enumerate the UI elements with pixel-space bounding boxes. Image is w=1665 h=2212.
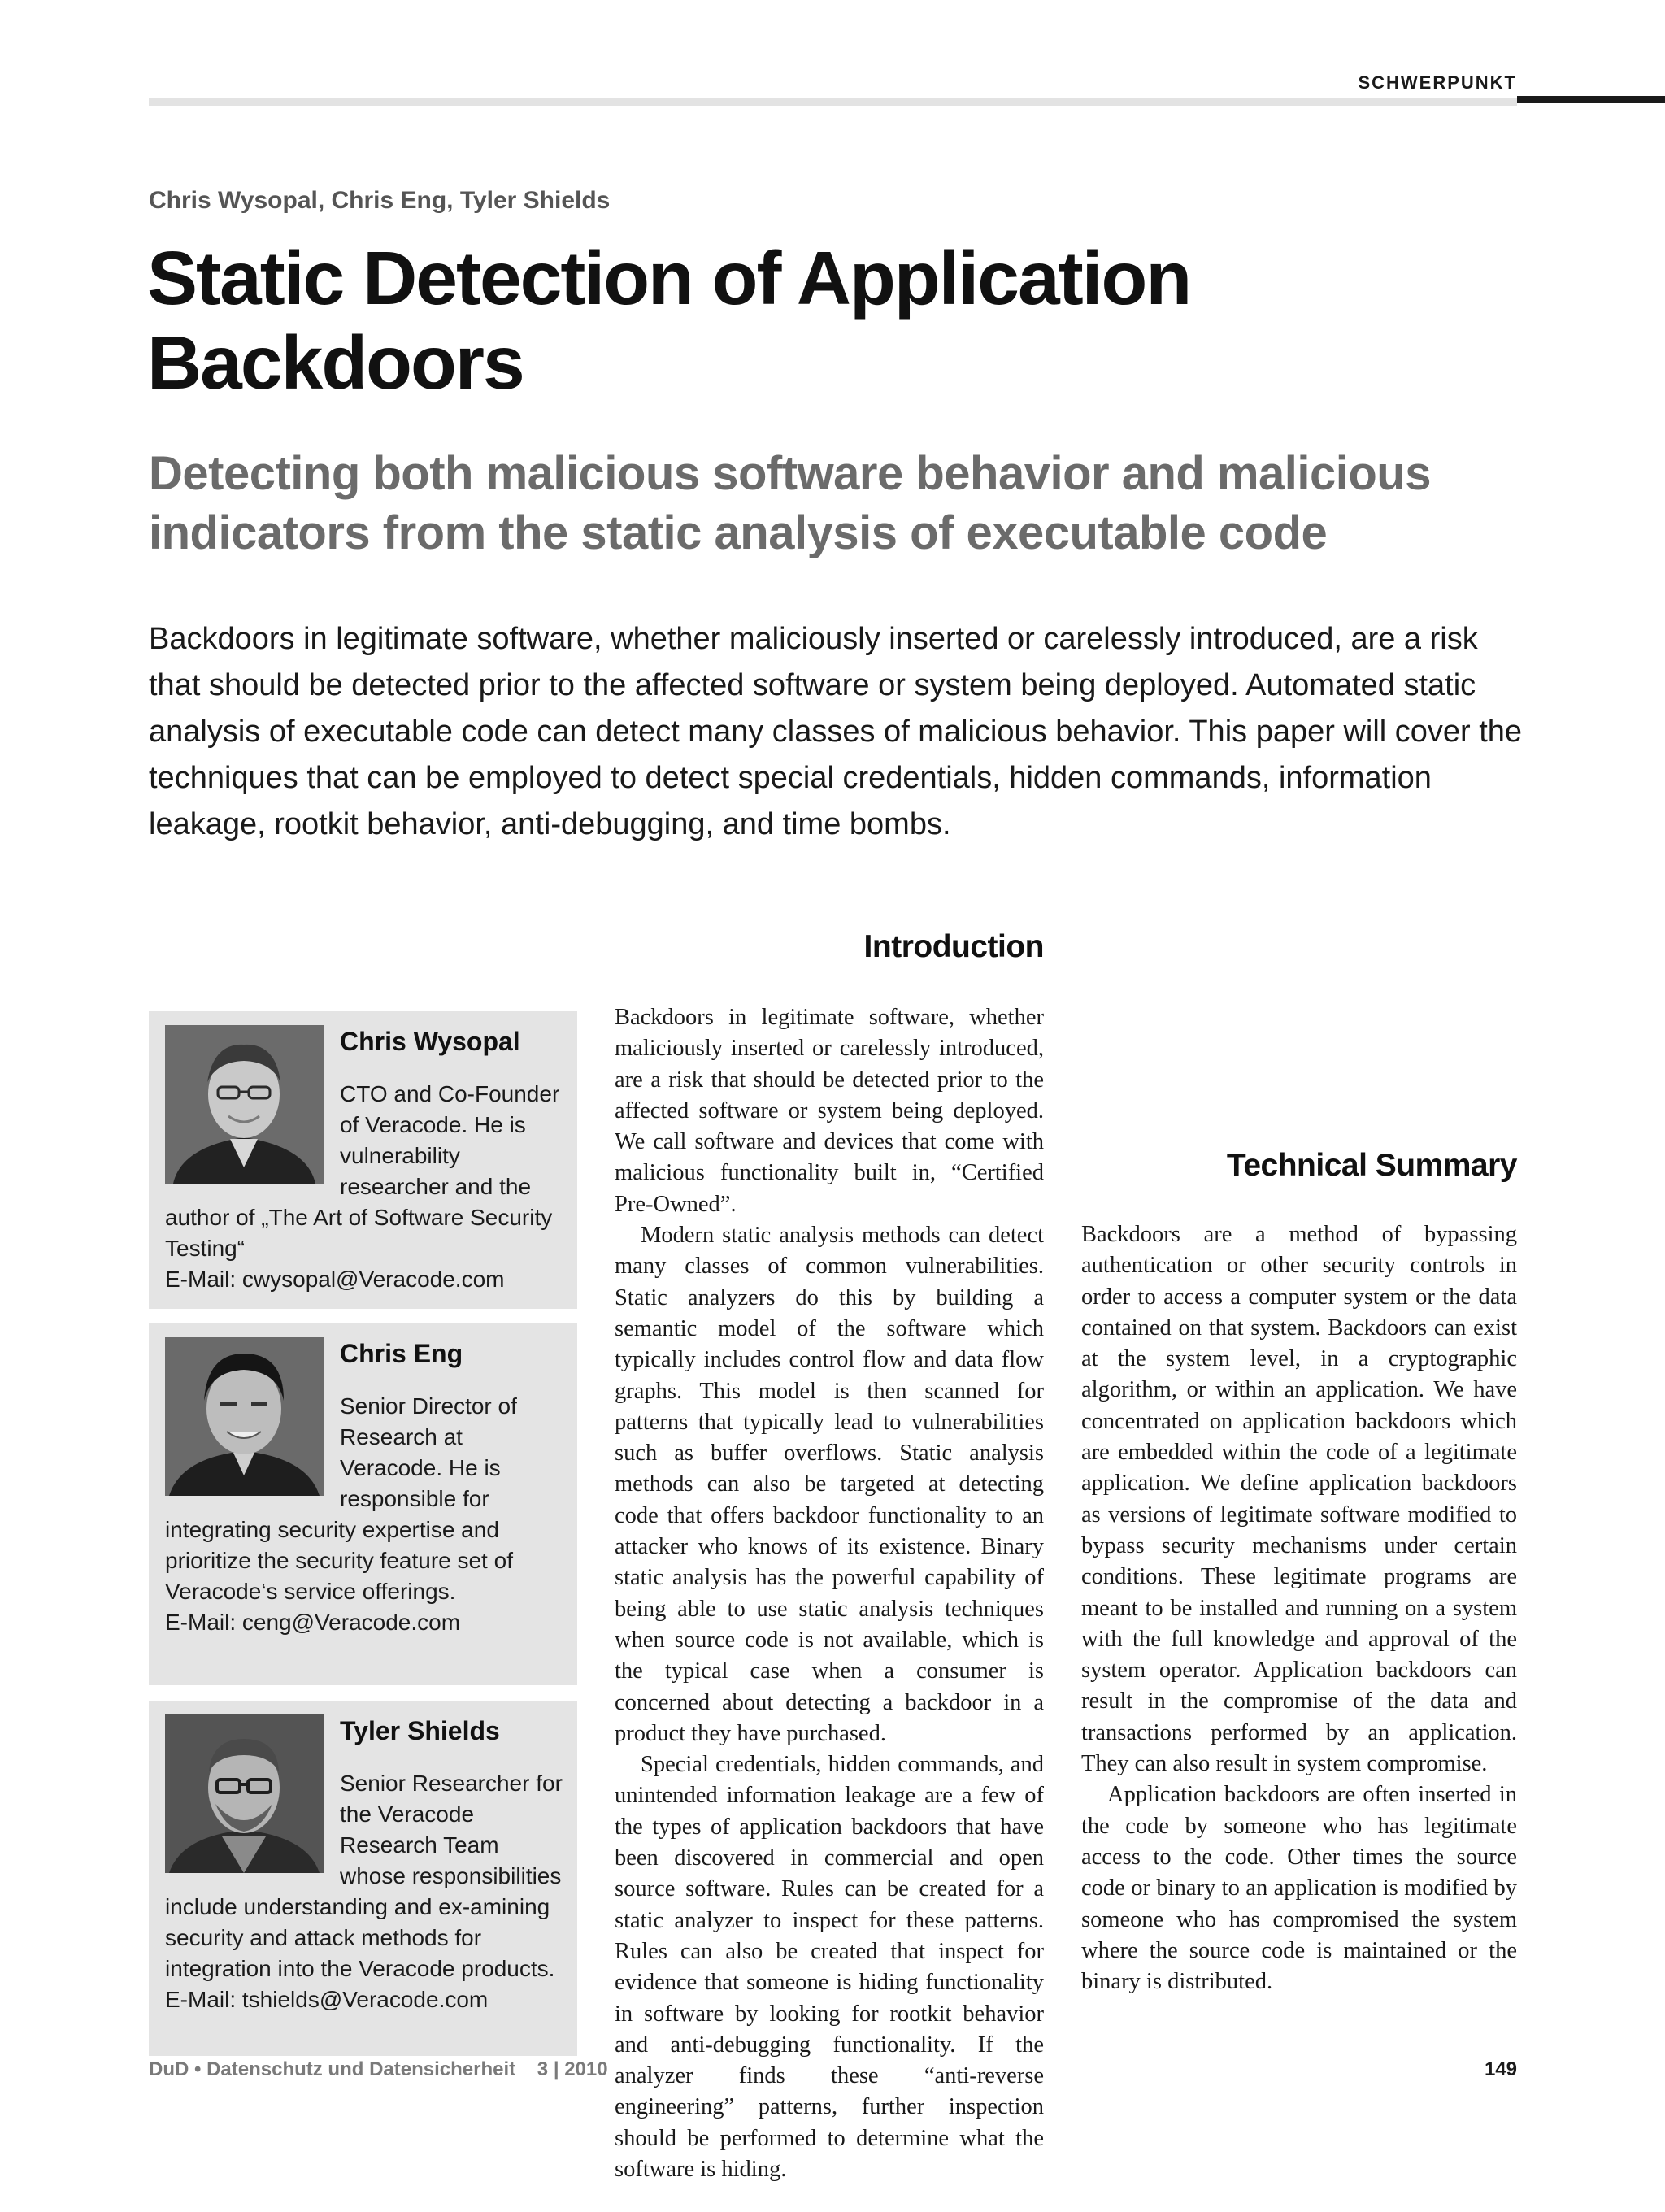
article-title-line-1: Static Detection of Application bbox=[147, 236, 1191, 320]
article-abstract: Backdoors in legitimate software, whether maliciously inserted or carelessly introduced, are a risk that should be detected prior to the affected software or system being deployed. Automated static analysis of executable code can detect many classes of malicious behavior. This paper will cover the techniques that can be employed to detect special credentials, hidden commands, information leakage, rootkit behavior, anti-debugging, and time bombs. bbox=[149, 622, 1523, 841]
author-email: E-Mail: ceng@Veracode.com bbox=[165, 1610, 461, 1635]
article-subtitle-line-2: indicators from the static analysis of executable code bbox=[149, 506, 1328, 559]
section-heading-technical-summary: Technical Summary bbox=[1226, 1148, 1517, 1183]
paragraph: Modern static analysis methods can detect many classes of common vulnerabilities. Static analyzers do this by building a semantic model of the software which typically includes control flow and data flow graphs. This model is then scanned for patterns that typically lead to vulnerabilities such as buffer overflows. Static analysis methods can also be targeted at detecting code that offers backdoor functionality to an attacker who knows of its existence. Binary static analysis has the powerful capability of being able to use static analysis techniques when source code is not available, which is the typical case when a consumer is concerned about detecting a backdoor in a product they have purchased. bbox=[615, 1223, 1044, 1746]
author-photo bbox=[165, 1337, 324, 1496]
article-title bbox=[147, 236, 1529, 405]
footer-journal bbox=[149, 2058, 608, 2081]
author-name: Chris Eng bbox=[340, 1339, 463, 1368]
author-photo bbox=[165, 1025, 324, 1184]
author-name: Chris Wysopal bbox=[340, 1027, 520, 1056]
page-number: 149 bbox=[1484, 2058, 1517, 2080]
article-subtitle bbox=[149, 444, 1547, 563]
article-title-line-2: Backdoors bbox=[147, 320, 524, 405]
author-photo bbox=[165, 1714, 324, 1873]
author-description: Senior Researcher for the Veracode Research Team whose responsibilities include understanding and ex-amining security and attack methods for integration into the Veracode products. bbox=[165, 1771, 563, 1981]
author-bio-box bbox=[149, 1011, 577, 1309]
body-column-right bbox=[1081, 1219, 1517, 2035]
header-rule bbox=[149, 98, 1517, 106]
author-email: E-Mail: tshields@Veracode.com bbox=[165, 1987, 489, 2012]
author-description: Senior Director of Research at Veracode. He is responsible for integrating security expertise and prioritize the security feature set of Veracode‘s service offerings. bbox=[165, 1393, 517, 1604]
header-rule-accent bbox=[1517, 96, 1665, 103]
author-description: CTO and Co-Founder of Veracode. He is vulnerability researcher and the author of „The Art of Software Security Testing“ bbox=[165, 1081, 560, 1261]
paragraph: Backdoors are a method of bypassing authentication or other security controls in order to access a computer system or the data contained on that system. Backdoors can exist at the system level, in a cryptographic algorithm, or within an application. We have concentrated on application backdoors which are embedded within the code of a legitimate application. We define application backdoors as versions of legitimate software modified to bypass security mechanisms under certain conditions. These legitimate programs are meant to be installed and running on a system with the full knowledge and approval of the system operator. Application backdoors can result in the compromise of the data and transactions performed by an application. They can also result in system compromise. bbox=[1081, 1222, 1517, 1777]
paragraph: Application backdoors are often inserted in the code by someone who has legitimate access to the code. Other times the source code or binary to an application is modified by someone who has compromised the system where the source code is maintained or the binary is distributed. bbox=[1081, 1782, 1517, 1995]
footer-issue: 3 | 2010 bbox=[537, 2058, 608, 2080]
body-column-middle bbox=[615, 1002, 1044, 2182]
section-heading-introduction: Introduction bbox=[863, 929, 1044, 964]
author-email: E-Mail: cwysopal@Veracode.com bbox=[165, 1267, 505, 1292]
section-label: SCHWERPUNKT bbox=[1358, 72, 1517, 93]
article-authors: Chris Wysopal, Chris Eng, Tyler Shields bbox=[149, 187, 611, 214]
paragraph: Special credentials, hidden commands, and unintended information leakage are a few of the types of application backdoors that have been discovered in commercial and open source software. Rules can be created for a static analyzer to inspect for these patterns. Rules can also be created that inspect for evidence that someone is hiding functionality in software by looking for rootkit behavior and anti-debugging functionality. If the analyzer finds these “anti-reverse engineering” patterns, further inspection should be performed to determine what the software is hiding. bbox=[615, 1752, 1044, 2182]
paragraph: Backdoors in legitimate software, whether maliciously inserted or carelessly introduced, are a risk that should be detected prior to the affected software or system being deployed. We call software and devices that come with malicious functionality built in, “Certified Pre-Owned”. bbox=[615, 1005, 1044, 1217]
author-name: Tyler Shields bbox=[340, 1716, 500, 1745]
author-bio-box bbox=[149, 1701, 577, 2056]
author-bio-box bbox=[149, 1323, 577, 1685]
article-subtitle-line-1: Detecting both malicious software behavior and malicious bbox=[149, 447, 1431, 500]
footer-journal-name: DuD • Datenschutz und Datensicherheit bbox=[149, 2058, 516, 2080]
